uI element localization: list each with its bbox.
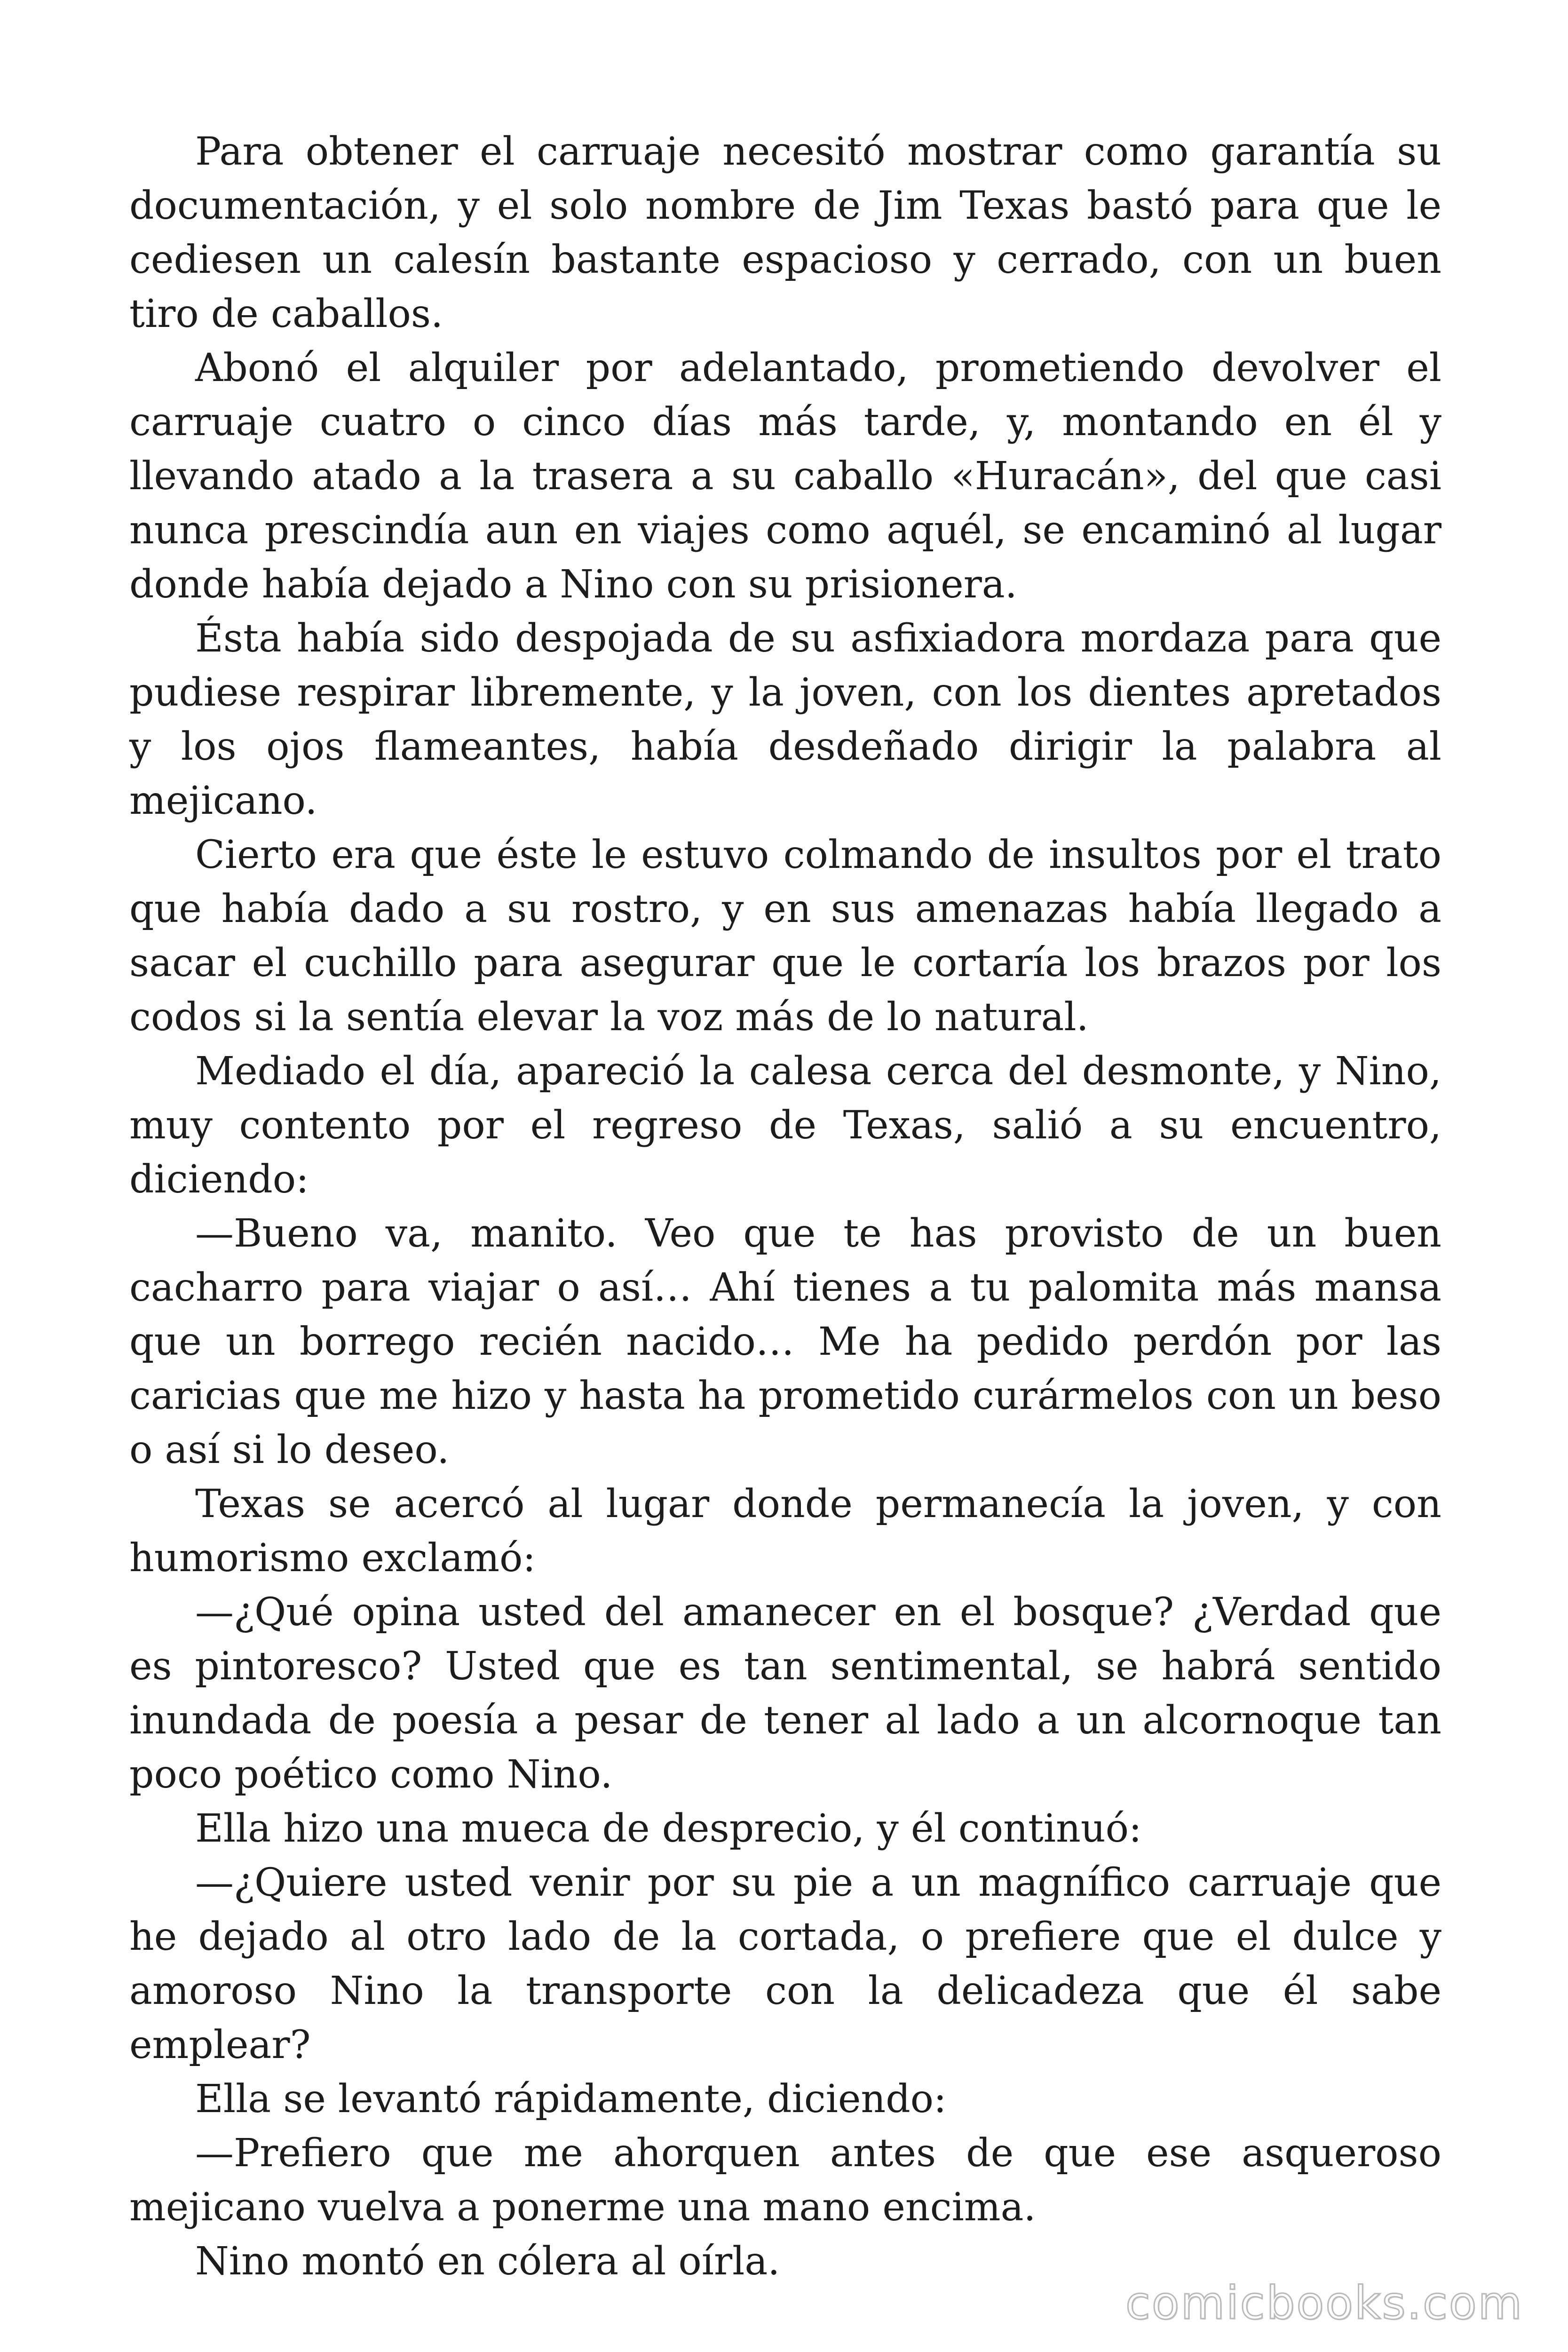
dialogue-paragraph: —¿Quiere usted venir por su pie a un magnífico carruaje que he dejado al otro lado de la cortada, o prefiere que el dulce y amoroso Nino la transporte con la delicadeza que él sabe emplear? xyxy=(129,1860,1441,2067)
dialogue-paragraph: —¿Qué opina usted del amanecer en el bosque? ¿Verdad que es pintoresco? Usted que es tan sentimental, se habrá sentido inundada de poesía a pesar de tener al lado a un alcornoque tan poco poético como Nino. xyxy=(129,1590,1441,1797)
paragraph: Nino montó en cólera al oírla. xyxy=(195,2239,780,2284)
dialogue-paragraph: —Bueno va, manito. Veo que te has provisto de un buen cacharro para viajar o así… Ahí tienes a tu palomita más mansa que un borrego recién nacido… Me ha pedido perdón por las caricias que me hizo y hasta ha prometido curármelos con un beso o así si lo deseo. xyxy=(129,1211,1441,1472)
watermark: comicbooks.com xyxy=(1125,2277,1523,2329)
paragraph: Ella hizo una mueca de desprecio, y él continuó: xyxy=(195,1806,1142,1851)
paragraph: Abonó el alquiler por adelantado, prometiendo devolver el carruaje cuatro o cinco días más tarde, y, montando en él y llevando atado a la trasera a su caballo «Huracán», del que casi nunca prescindía aun en viajes como aquél, se encaminó al lugar donde había dejado a Nino con su prisionera. xyxy=(129,346,1441,607)
paragraph: Texas se acercó al lugar donde permanecía la joven, y con humorismo exclamó: xyxy=(129,1482,1441,1581)
paragraph: Para obtener el carruaje necesitó mostrar como garantía su documentación, y el solo nombre de Jim Texas bastó para que le cediesen un calesín bastante espacioso y cerrado, con un buen tiro de caballos. xyxy=(129,129,1441,336)
paragraph: Ella se levantó rápidamente, diciendo: xyxy=(195,2077,947,2122)
paragraph: Ésta había sido despojada de su asfixiadora mordaza para que pudiese respirar libremente, y la joven, con los dientes apretados y los ojos flameantes, había desdeñado dirigir la palabra al mejicano. xyxy=(129,616,1441,823)
body-text xyxy=(129,125,1441,2288)
paragraph: Mediado el día, apareció la calesa cerca del desmonte, y Nino, muy contento por el regreso de Texas, salió a su encuentro, diciendo: xyxy=(129,1049,1441,1202)
paragraph: Cierto era que éste le estuvo colmando de insultos por el trato que había dado a su rostro, y en sus amenazas había llegado a sacar el cuchillo para asegurar que le cortaría los brazos por los codos si la sentía elevar la voz más de lo natural. xyxy=(129,833,1441,1040)
dialogue-paragraph: —Prefiero que me ahorquen antes de que ese asqueroso mejicano vuelva a ponerme una mano encima. xyxy=(129,2131,1441,2230)
